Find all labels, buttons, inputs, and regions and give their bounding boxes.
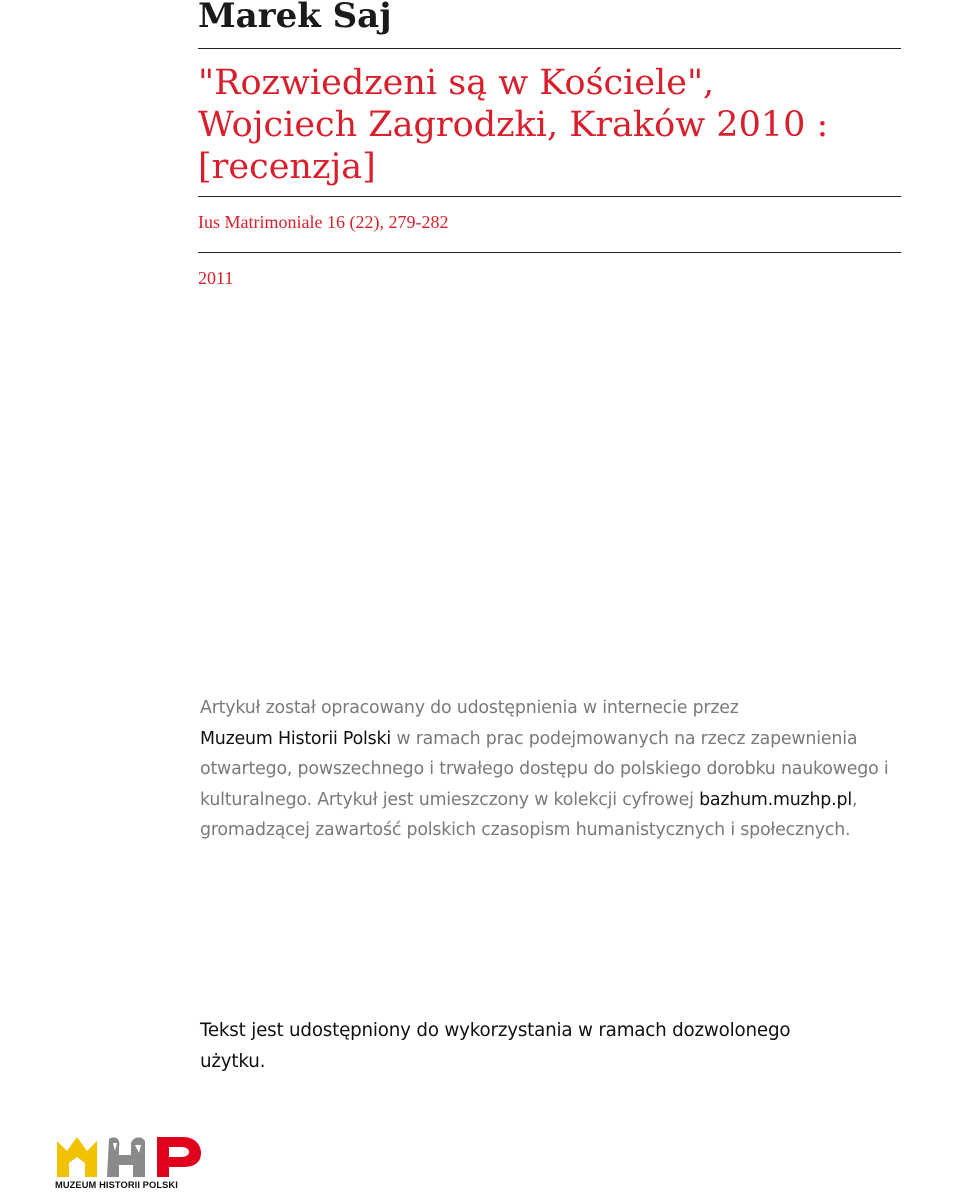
notice-text: , gromadzącej zawartość polskich czasopism humanistycznych i społecznych. [200,789,858,840]
availability-notice [200,693,900,846]
site-link[interactable]: bazhum.muzhp.pl [699,789,852,810]
journal-citation: Ius Matrimoniale 16 (22), 279-282 [198,212,449,232]
license-notice: Tekst jest udostępniony do wykorzystania w ramach dozwolonego użytku. [200,1020,791,1072]
notice-text: w ramach prac podejmowanych na rzecz zapewnienia otwartego, powszechnego i trwałego dostępu do polskiego dorobku naukowego i kulturalnego. Artykuł jest umieszczony w kolekcji cyfrowej [200,728,889,810]
divider [198,48,901,49]
mhp-logo-mark-icon [55,1135,205,1179]
notice-text: Artykuł został opracowany do udostępnienia w internecie przez [200,698,739,718]
article-title: "Rozwiedzeni są w Kościele", Wojciech Zagrodzki, Kraków 2010 : [recenzja] [198,63,829,187]
publication-year: 2011 [198,268,234,288]
logo-caption: MUZEUM HISTORII POLSKI [55,1180,178,1190]
divider [198,252,901,253]
divider [198,196,901,197]
muzeum-historii-polski-logo [55,1135,205,1195]
institution-name: Muzeum Historii Polski [200,728,392,749]
author-name: Marek Saj [198,0,392,36]
